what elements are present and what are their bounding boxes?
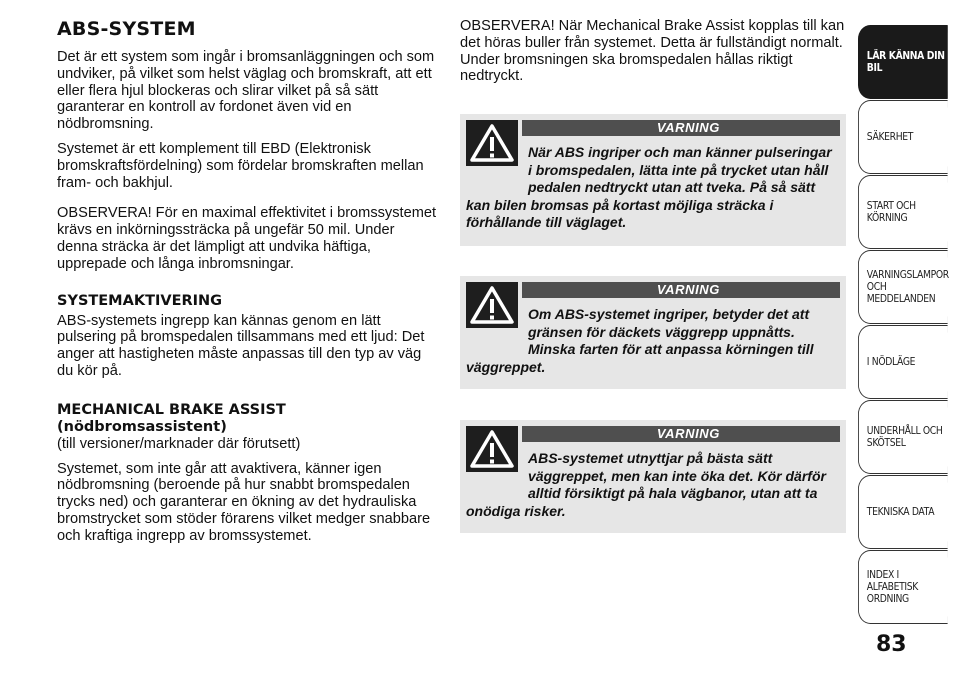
- tab-label: INDEX I ALFABETISK: [866, 569, 919, 593]
- warning-box-3: [460, 420, 846, 533]
- tab-start-och-korning[interactable]: [858, 175, 948, 249]
- tab-label: MEDDELANDEN: [866, 293, 936, 305]
- warning-box-1: [460, 114, 846, 246]
- tab-label: SKÖTSEL: [866, 437, 906, 449]
- paragraph-mba-description: Systemet, som inte går att avaktivera, känner igen nödbromsning (beroende på hur snabbt bromspedalen trycks ned) och garanterar en ökning av det hydrauliska bromstrycket som stöder förarens vilket medger snabbare och kraftiga ingrepp av bromssystemet.: [57, 460, 431, 544]
- warning-text: [466, 144, 838, 232]
- tab-tekniska-data[interactable]: [858, 475, 948, 549]
- warning-label: VARNING: [522, 120, 840, 136]
- paragraph-intro: Det är ett system som ingår i bromsanläggningen och som undviker, på vilket som helst väglag och bromskraft, att ett eller flera hjul blockeras och slirar vilket på så sätt garanterar en kontroll av fordonet även vid en nödbromsning.: [57, 49, 435, 133]
- heading-mba-line2: (nödbromsassistent): [57, 418, 227, 435]
- tab-label: UNDERHÅLL OCH: [866, 425, 943, 437]
- page-title: ABS-SYSTEM: [57, 18, 196, 40]
- paragraph-mba-note: OBSERVERA! När Mechanical Brake Assist kopplas till kan det höras buller från systemet. Detta är fullständigt normalt. Under bromsningen ska bromspedalen hållas riktigt nedtryckt.: [460, 18, 845, 85]
- heading-system-activation: SYSTEMAKTIVERING: [57, 292, 223, 309]
- warning-text-content: När ABS ingriper och man känner pulseringar i bromspedalen, lätta inte på trycket utan håll pedalen nedtryckt utan att tveka. På så sätt kan bilen bromsas på kortast möjliga sträcka i förhållande till väglaget.: [466, 144, 832, 230]
- tab-label: TEKNISKA DATA: [866, 506, 935, 518]
- paragraph-ebd: Systemet är ett komplement till EBD (Elektronisk bromskraftsfördelning) som fördelar bromskraften mellan fram- och bakhjul.: [57, 140, 424, 191]
- warning-text-content: Om ABS-systemet ingriper, betyder det att gränsen för däckets väggrepp uppnåtts. Minska farten för att anpassa körningen till väggreppet.: [466, 306, 814, 375]
- tab-label: ORDNING: [866, 593, 909, 605]
- tab-underhall-och-skotsel[interactable]: [858, 400, 948, 474]
- tab-label: LÄR KÄNNA DIN: [866, 50, 945, 62]
- warning-label: VARNING: [522, 282, 840, 298]
- warning-text: [466, 450, 838, 520]
- heading-mba: [57, 402, 439, 436]
- warning-label: VARNING: [522, 426, 840, 442]
- paragraph-activation: ABS-systemets ingrepp kan kännas genom en lätt pulsering på bromspedalen tillsammans med ett ljud: Det anger att hastigheten måste anpassas till den typ av väg du kör på.: [57, 312, 425, 379]
- tab-sakerhet[interactable]: [858, 100, 948, 174]
- tab-varningslampor[interactable]: [858, 250, 948, 324]
- tab-label: VARNINGSLAMPOR: [866, 269, 949, 281]
- heading-mba-line1: MECHANICAL BRAKE ASSIST: [57, 401, 286, 418]
- paragraph-versions: (till versioner/marknader där förutsett): [57, 435, 301, 452]
- tab-label: I NÖDLÄGE: [866, 356, 916, 368]
- tab-label: KÖRNING: [866, 212, 908, 224]
- tab-i-nodlage[interactable]: [858, 325, 948, 399]
- warning-text: [466, 306, 838, 376]
- right-column: [460, 18, 846, 93]
- warning-box-2: [460, 276, 846, 389]
- paragraph-note-breakin: OBSERVERA! För en maximal effektivitet i bromssystemet krävs en inkörningssträcka på ungefär 50 mil. Under denna sträcka är det lämpligt att undvika häftiga, upprepade och långa inbromsningar.: [57, 205, 437, 272]
- tab-label: START OCH: [866, 200, 916, 212]
- left-column: [57, 18, 439, 553]
- tab-label: BIL: [866, 62, 883, 74]
- chapter-sidebar: [858, 0, 960, 678]
- warning-text-content: ABS-systemet utnyttjar på bästa sätt väggreppet, men kan inte öka det. Kör därför alltid försiktigt på hala vägbanor, utan att ta onödiga risker.: [466, 450, 826, 519]
- tab-label: OCH: [866, 281, 887, 293]
- tab-lar-kanna-din-bil[interactable]: [858, 25, 948, 99]
- page-number: 83: [876, 632, 907, 657]
- tab-label: SÄKERHET: [866, 131, 914, 143]
- tab-index[interactable]: [858, 550, 948, 624]
